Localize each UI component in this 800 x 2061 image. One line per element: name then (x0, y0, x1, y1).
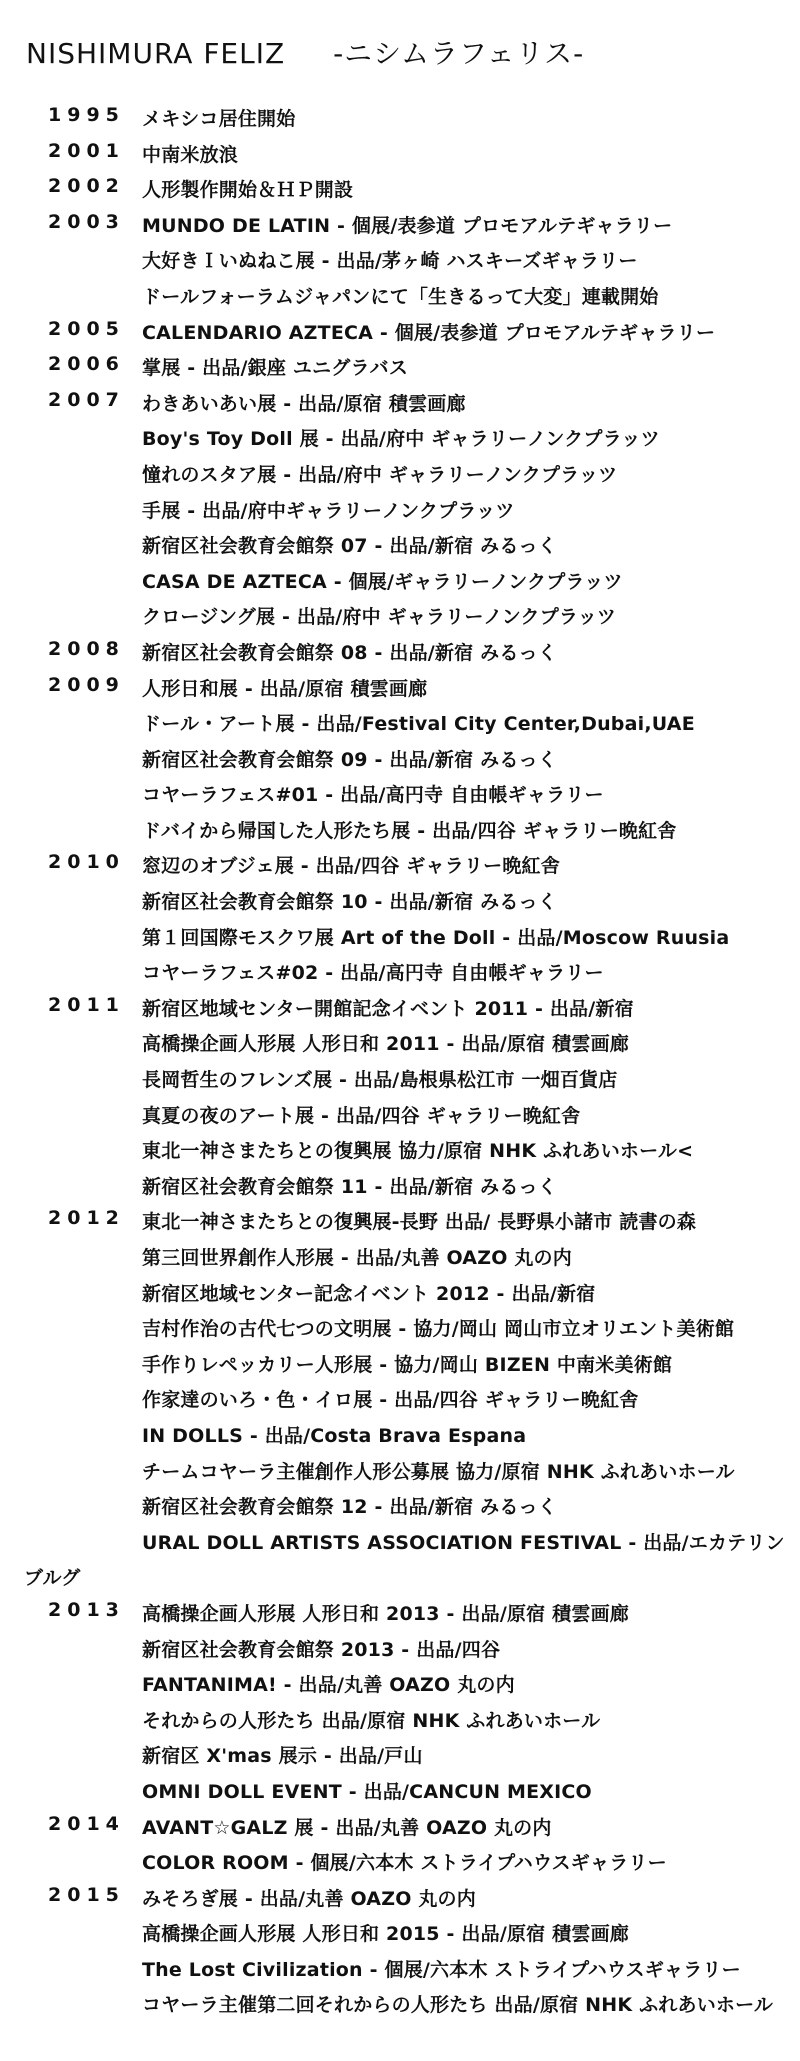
history-text: 人形製作開始＆ＨＰ開設 (142, 179, 354, 202)
history-row (0, 602, 800, 638)
history-text: FANTANIMA! - 出品/丸善 OAZO 丸の内 (142, 1674, 515, 1697)
history-text: MUNDO DE LATIN - 個展/表参道 プロモアルテギャラリー (142, 214, 673, 237)
artist-name-katakana: -ニシムラフェリス- (333, 37, 585, 70)
history-row (0, 424, 800, 460)
history-text: それからの人形たち 出品/原宿 NHK ふれあいホール (142, 1709, 601, 1732)
history-text: 大好きＩいぬねこ展 - 出品/茅ヶ崎 ハスキーズギャラリー (142, 250, 638, 273)
history-text: コヤーラフェス#01 - 出品/高円寺 自由帳ギャラリー (142, 784, 604, 807)
history-year: 2015 (48, 1883, 125, 1906)
history-year: 2007 (48, 388, 125, 411)
history-row (0, 1243, 800, 1279)
history-row (0, 887, 800, 923)
history-row (0, 1385, 800, 1421)
history-row (0, 460, 800, 496)
history-text: 新宿区 X'mas 展示 - 出品/戸山 (142, 1745, 423, 1768)
history-text: 憧れのスタア展 - 出品/府中 ギャラリーノンクプラッツ (142, 463, 618, 486)
history-row-continuation (0, 1563, 800, 1599)
history-year: 1995 (48, 104, 125, 126)
history-row (0, 282, 800, 318)
history-text: みそろぎ展 - 出品/丸善 OAZO 丸の内 (142, 1887, 476, 1910)
history-year: 2013 (48, 1598, 125, 1621)
history-row (0, 745, 800, 781)
history-row (0, 104, 800, 140)
history-row (0, 1848, 800, 1884)
history-year: 2008 (48, 637, 125, 660)
history-row (0, 1706, 800, 1742)
history-text: 新宿区社会教育会館祭 11 - 出品/新宿 みるっく (142, 1175, 557, 1198)
history-text: CALENDARIO AZTECA - 個展/表参道 プロモアルテギャラリー (142, 321, 716, 344)
history-text: 東北一神さまたちとの復興展-長野 出品/ 長野県小諸市 読書の森 (142, 1211, 697, 1234)
history-row (0, 1741, 800, 1777)
history-text: ドールフォーラムジャパンにて「生きるって大変」連載開始 (142, 285, 659, 308)
history-row (0, 1635, 800, 1671)
history-row (0, 175, 800, 211)
history-text: 人形日和展 - 出品/原宿 積雲画廊 (142, 677, 428, 700)
history-row (0, 1777, 800, 1813)
history-year: 2005 (48, 317, 125, 340)
history-text: 掌展 - 出品/銀座 ユニグラバス (142, 357, 409, 380)
history-row (0, 246, 800, 282)
history-text: 長岡哲生のフレンズ展 - 出品/島根県松江市 一畑百貨店 (142, 1069, 618, 1092)
history-text: クロージング展 - 出品/府中 ギャラリーノンクプラッツ (142, 606, 617, 629)
history-text: 新宿区社会教育会館祭 2013 - 出品/四谷 (142, 1638, 501, 1661)
history-year: 2003 (48, 210, 125, 233)
history-row (0, 1813, 800, 1849)
history-row (0, 1421, 800, 1457)
history-row (0, 1955, 800, 1991)
history-row (0, 531, 800, 567)
history-year: 2002 (48, 175, 125, 198)
history-text: 第１回国際モスクワ展 Art of the Doll - 出品/Moscow Ruusia (142, 926, 730, 949)
history-row (0, 816, 800, 852)
history-text: コヤーラ主催第二回それからの人形たち 出品/原宿 NHK ふれあいホール (142, 1994, 774, 2017)
history-text: わきあいあい展 - 出品/原宿 積雲画廊 (142, 392, 466, 415)
history-text: 第三回世界創作人形展 - 出品/丸善 OAZO 丸の内 (142, 1247, 572, 1269)
history-row (0, 923, 800, 959)
history-row (0, 1136, 800, 1172)
history-text: 新宿区社会教育会館祭 12 - 出品/新宿 みるっく (142, 1496, 557, 1519)
history-text: 高橋操企画人形展 人形日和 2011 - 出品/原宿 積雲画廊 (142, 1033, 629, 1056)
history-row (0, 1314, 800, 1350)
history-year: 2012 (48, 1207, 125, 1230)
history-text: チームコヤーラ主催創作人形公募展 協力/原宿 NHK ふれあいホール (142, 1460, 735, 1483)
history-row (0, 1528, 800, 1564)
history-row (0, 1065, 800, 1101)
history-text: OMNI DOLL EVENT - 出品/CANCUN MEXICO (142, 1780, 592, 1803)
history-row (0, 1207, 800, 1243)
history-text: 高橋操企画人形展 人形日和 2015 - 出品/原宿 積雲画廊 (142, 1923, 629, 1946)
history-text: The Lost Civilization - 個展/六本木 ストライプハウスギャラリー (142, 1958, 741, 1981)
history-row (0, 851, 800, 887)
history-text: 真夏の夜のアート展 - 出品/四谷 ギャラリー晩紅舎 (142, 1104, 581, 1127)
history-row (0, 211, 800, 247)
history-text: COLOR ROOM - 個展/六本木 ストライプハウスギャラリー (142, 1852, 667, 1875)
artist-name: NISHIMURA FELIZ (26, 37, 286, 70)
history-text: 新宿区社会教育会館祭 07 - 出品/新宿 みるっく (142, 535, 557, 558)
history-row (0, 780, 800, 816)
history-year: 2010 (48, 851, 125, 874)
history-row (0, 1172, 800, 1208)
history-text: ブルグ (24, 1567, 81, 1590)
history-text: 新宿区社会教育会館祭 08 - 出品/新宿 みるっく (142, 641, 557, 664)
history-text: ドバイから帰国した人形たち展 - 出品/四谷 ギャラリー晩紅舎 (142, 819, 677, 842)
history-year: 2014 (48, 1812, 125, 1835)
history-row (0, 709, 800, 745)
history-row (0, 1884, 800, 1920)
history-row (0, 567, 800, 603)
history-text: 手作りレペッカリー人形展 - 協力/岡山 BIZEN 中南米美術館 (142, 1353, 673, 1376)
history-row (0, 1492, 800, 1528)
history-text: コヤーラフェス#02 - 出品/高円寺 自由帳ギャラリー (142, 962, 604, 985)
history-text: Boy's Toy Doll 展 - 出品/府中 ギャラリーノンクプラッツ (142, 428, 660, 451)
history-row (0, 1101, 800, 1137)
history-text: 吉村作治の古代七つの文明展 - 協力/岡山 岡山市立オリエント美術館 (142, 1318, 735, 1341)
page-title (26, 32, 584, 72)
history-row (0, 1279, 800, 1315)
history-text: メキシコ居住開始 (142, 108, 296, 130)
history-row (0, 1990, 800, 2026)
history-year: 2006 (48, 353, 125, 376)
history-text: ドール・アート展 - 出品/Festival City Center,Dubai,UAE (142, 713, 695, 736)
history-text: 高橋操企画人形展 人形日和 2013 - 出品/原宿 積雲画廊 (142, 1602, 629, 1625)
history-row (0, 958, 800, 994)
history-row (0, 318, 800, 354)
history-text: 中南米放浪 (142, 143, 239, 166)
history-text: 新宿区社会教育会館祭 09 - 出品/新宿 みるっく (142, 748, 557, 771)
history-year: 2009 (48, 673, 125, 696)
history-row (0, 389, 800, 425)
history-text: URAL DOLL ARTISTS ASSOCIATION FESTIVAL - 出品/エカテリン (142, 1531, 785, 1554)
history-row (0, 140, 800, 176)
history-text: CASA DE AZTECA - 個展/ギャラリーノンクプラッツ (142, 570, 623, 593)
history-row (0, 353, 800, 389)
history-row (0, 638, 800, 674)
exhibition-history-list (0, 104, 800, 2026)
history-year: 2001 (48, 139, 125, 162)
history-text: 新宿区地域センター記念イベント 2012 - 出品/新宿 (142, 1282, 596, 1305)
history-year: 2011 (48, 993, 125, 1016)
history-text: 手展 - 出品/府中ギャラリーノンクプラッツ (142, 499, 515, 522)
history-row (0, 1919, 800, 1955)
history-row (0, 496, 800, 532)
history-text: 新宿区地域センター開館記念イベント 2011 - 出品/新宿 (142, 997, 634, 1020)
history-row (0, 674, 800, 710)
history-row (0, 1670, 800, 1706)
history-row (0, 994, 800, 1030)
history-row (0, 1029, 800, 1065)
history-text: 東北一神さまたちとの復興展 協力/原宿 NHK ふれあいホール< (142, 1140, 694, 1163)
history-row (0, 1350, 800, 1386)
history-text: IN DOLLS - 出品/Costa Brava Espana (142, 1424, 527, 1447)
history-row (0, 1599, 800, 1635)
history-text: 新宿区社会教育会館祭 10 - 出品/新宿 みるっく (142, 891, 557, 914)
history-text: 窓辺のオブジェ展 - 出品/四谷 ギャラリー晩紅舎 (142, 855, 560, 878)
history-text: 作家達のいろ・色・イロ展 - 出品/四谷 ギャラリー晩紅舎 (142, 1389, 639, 1412)
history-row (0, 1457, 800, 1493)
history-text: AVANT☆GALZ 展 - 出品/丸善 OAZO 丸の内 (142, 1816, 552, 1839)
